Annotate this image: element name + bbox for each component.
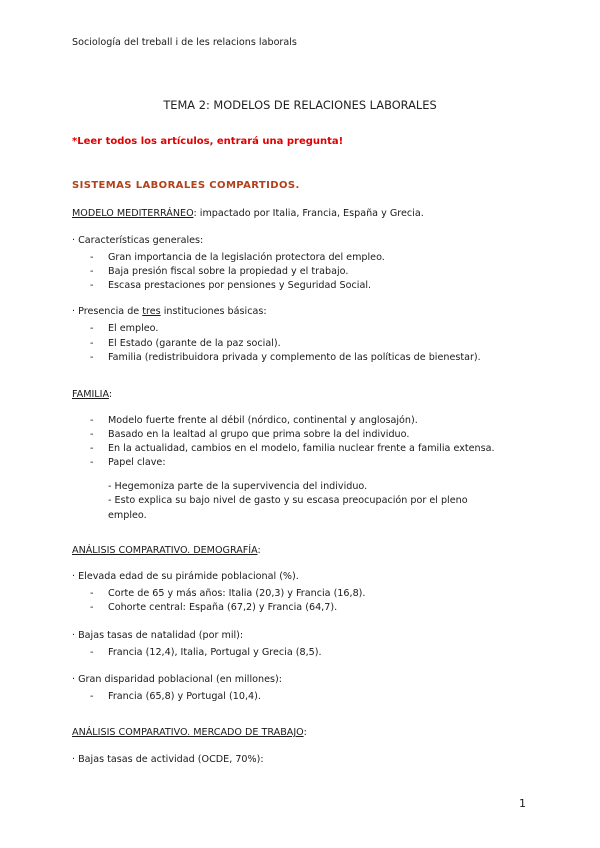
edad-intro: · Elevada edad de su pirámide poblacional (%). [72,571,299,582]
mercado-heading [72,727,307,738]
familia-label: FAMILIA [72,389,109,400]
list-dash: - [90,647,94,658]
list-item: El empleo. [108,323,159,334]
papel-item: - Hegemoniza parte de la supervivencia del individuo. [108,481,368,492]
list-dash: - [90,691,94,702]
disparidad-intro: · Gran disparidad poblacional (en millones): [72,674,282,685]
list-dash: - [90,352,94,363]
notice-text: *Leer todos los artículos, entrará una pregunta! [72,136,344,147]
instituciones-intro-pre: · Presencia de [72,306,143,317]
list-dash: - [90,415,94,426]
list-item: Modelo fuerte frente al débil (nórdico, continental y anglosajón). [108,415,418,426]
mercado-label: ANÁLISIS COMPARATIVO. MERCADO DE TRABAJO [72,727,304,738]
list-dash: - [90,252,94,263]
natalidad-intro: · Bajas tasas de natalidad (por mil): [72,630,244,641]
page-header: Sociología del treball i de les relacions laborals [72,37,297,48]
list-dash: - [90,457,94,468]
mediterraneo-text: : impactado por Italia, Francia, España y Grecia. [193,208,424,219]
page-number: 1 [519,797,526,810]
instituciones-intro [72,306,267,317]
list-item: Escasa prestaciones por pensiones y Seguridad Social. [108,280,372,291]
familia-heading [72,389,112,400]
list-item: Corte de 65 y más años: Italia (20,3) y Francia (16,8). [108,588,366,599]
mercado-suffix: : [303,727,307,738]
document-title: TEMA 2: MODELOS DE RELACIONES LABORALES [163,98,437,112]
familia-suffix: : [108,389,113,400]
papel-item: empleo. [108,510,147,521]
list-item: Gran importancia de la legislación protectora del empleo. [108,252,385,263]
list-item: Basado en la lealtad al grupo que prima sobre la del individuo. [108,429,410,440]
list-dash: - [90,602,94,613]
mediterraneo-label: MODELO MEDITERRÁNEO [72,208,194,219]
list-dash: - [90,443,94,454]
list-dash: - [90,429,94,440]
section-heading: SISTEMAS LABORALES COMPARTIDOS. [72,180,300,191]
list-item: En la actualidad, cambios en el modelo, familia nuclear frente a familia extensa. [108,443,495,454]
demografia-suffix: : [257,545,261,556]
demografia-heading [72,545,261,556]
list-item: Cohorte central: España (67,2) y Francia (64,7). [108,602,338,613]
list-item: Papel clave: [108,457,166,468]
actividad-intro: · Bajas tasas de actividad (OCDE, 70%): [72,754,264,765]
list-dash: - [90,266,94,277]
list-item: Familia (redistribuidora privada y complemento de las políticas de bienestar). [108,352,481,363]
list-item: Francia (65,8) y Portugal (10,4). [108,691,261,702]
list-item: El Estado (garante de la paz social). [108,338,281,349]
list-item: Baja presión fiscal sobre la propiedad y el trabajo. [108,266,349,277]
list-dash: - [90,280,94,291]
caracteristicas-intro: · Características generales: [72,235,204,246]
mediterraneo-line [72,208,424,219]
list-dash: - [90,338,94,349]
list-dash: - [90,588,94,599]
instituciones-intro-underlined: tres [142,306,161,317]
list-dash: - [90,323,94,334]
instituciones-intro-post: instituciones básicas: [160,306,267,317]
papel-item: - Esto explica su bajo nivel de gasto y su escasa preocupación por el pleno [108,495,468,506]
list-item: Francia (12,4), Italia, Portugal y Grecia (8,5). [108,647,322,658]
demografia-label: ANÁLISIS COMPARATIVO. DEMOGRAFÍA [72,545,258,556]
